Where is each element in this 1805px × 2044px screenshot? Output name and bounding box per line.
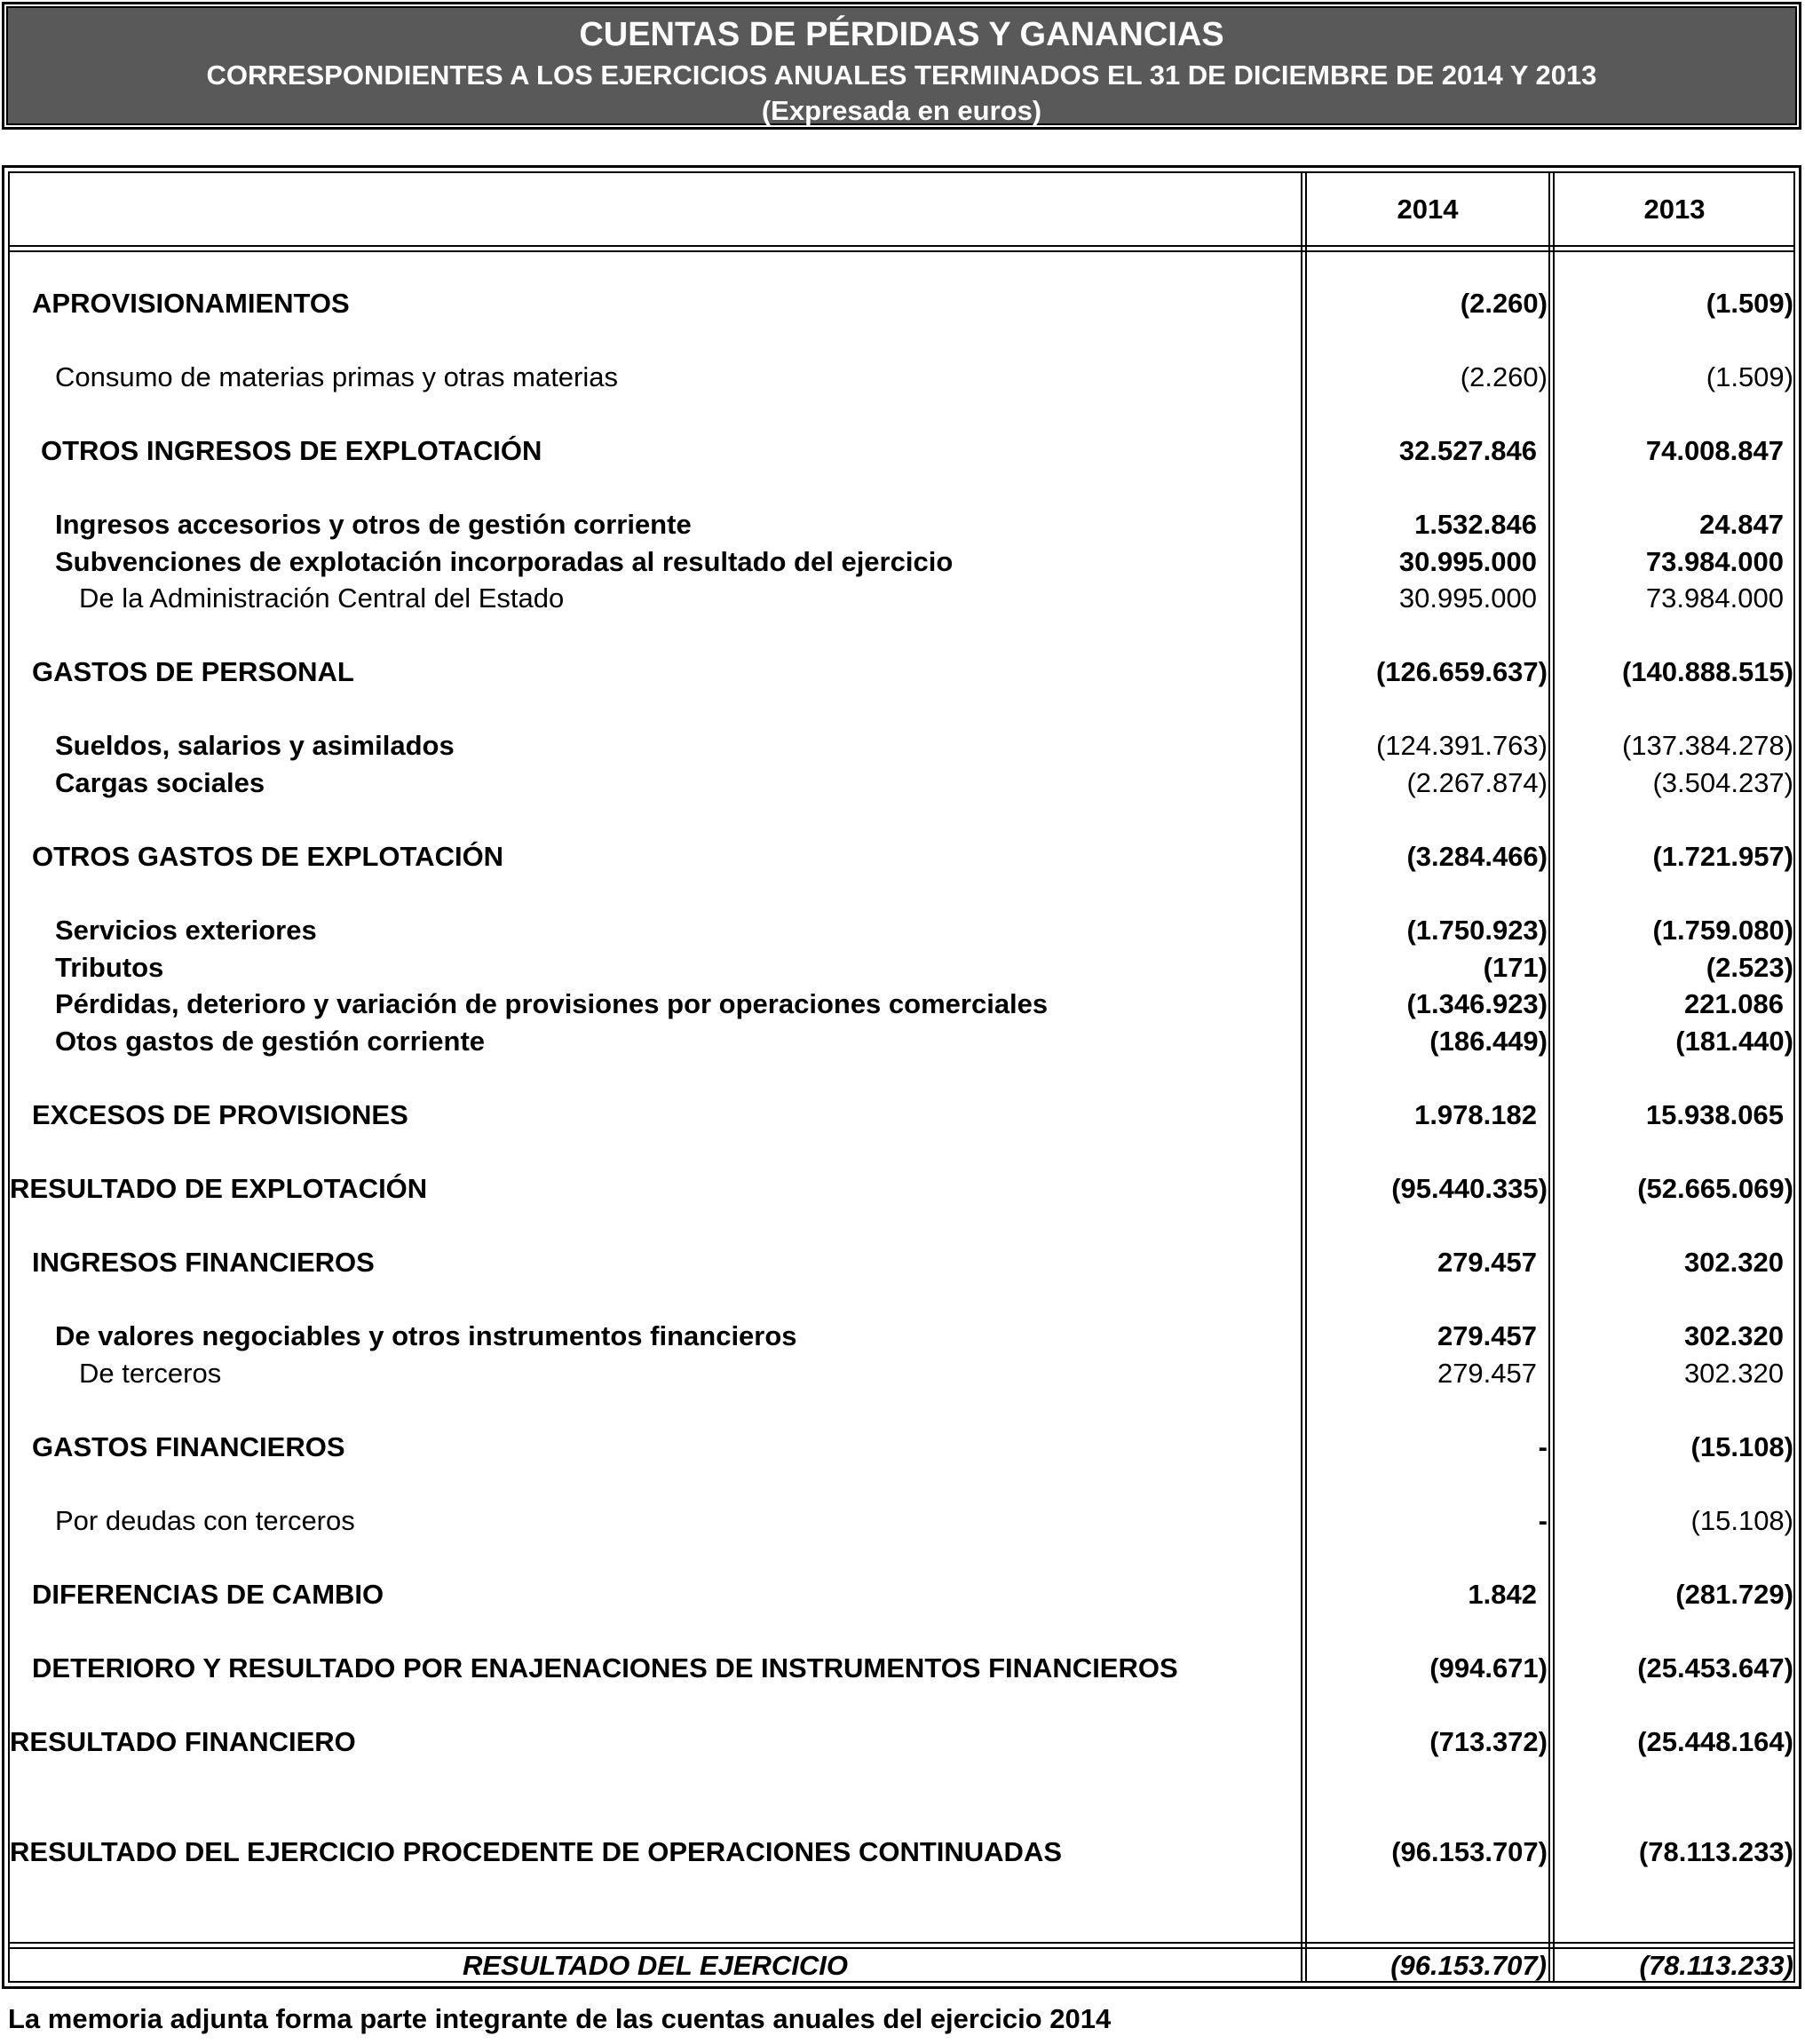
value-2013: (1.509)	[1706, 361, 1793, 392]
table-row	[0, 581, 1805, 616]
total-label: RESULTADO DEL EJERCICIO	[462, 1950, 849, 1981]
total-row-rule	[8, 1942, 1795, 1944]
table-row	[0, 1651, 1805, 1686]
value-2014: (1.750.923)	[1406, 915, 1548, 946]
value-2013: (15.108)	[1690, 1505, 1793, 1536]
value-2014: (994.671)	[1429, 1652, 1548, 1684]
row-label: RESULTADO FINANCIERO	[10, 1726, 356, 1757]
value-2013: 221.086	[1683, 988, 1784, 1019]
row-label: Por deudas con terceros	[55, 1505, 355, 1536]
row-label: DETERIORO Y RESULTADO POR ENAJENACIONES DE INSTRUMENTOS FINANCIEROS	[32, 1652, 1178, 1684]
table-row	[0, 1245, 1805, 1280]
value-2014: (3.284.466)	[1406, 841, 1548, 872]
row-label: APROVISIONAMIENTOS	[32, 288, 350, 319]
row-label: Subvenciones de explotación incorporadas al resultado del ejercicio	[55, 546, 954, 577]
value-2013: 15.938.065	[1645, 1099, 1784, 1130]
row-label: Cargas sociales	[55, 767, 265, 798]
table-row	[0, 360, 1805, 395]
table-row	[0, 433, 1805, 469]
value-2014: (1.346.923)	[1406, 988, 1548, 1019]
row-label: De terceros	[79, 1358, 222, 1389]
value-2013: (3.504.237)	[1652, 767, 1793, 798]
report-subtitle: CORRESPONDIENTES A LOS EJERCICIOS ANUALES TERMINADOS EL 31 DE DICIEMBRE DE 2014 Y 2013	[206, 59, 1597, 91]
table-row	[0, 507, 1805, 543]
value-2014: (126.659.637)	[1375, 656, 1548, 687]
report-unit: (Expresada en euros)	[761, 95, 1042, 126]
value-2013: 24.847	[1699, 509, 1784, 540]
value-2014: -	[1538, 1505, 1548, 1536]
header-row-rule-inner	[8, 250, 1795, 252]
table-row	[0, 765, 1805, 801]
row-label: Ingresos accesorios y otros de gestión corriente	[55, 509, 692, 540]
value-2013: (1.759.080)	[1652, 915, 1793, 946]
total-value-2014: (96.153.707)	[1390, 1950, 1547, 1981]
table-row	[0, 950, 1805, 986]
value-2014: 30.995.000	[1398, 546, 1537, 577]
row-label: DIFERENCIAS DE CAMBIO	[32, 1579, 384, 1610]
row-label: GASTOS DE PERSONAL	[32, 656, 354, 687]
table-row	[0, 1097, 1805, 1133]
value-2014: (2.260)	[1460, 288, 1548, 319]
table-row	[0, 1577, 1805, 1612]
row-label: Otos gastos de gestión corriente	[55, 1026, 486, 1057]
value-2013: 73.984.000	[1645, 546, 1784, 577]
value-2014: (124.391.763)	[1375, 730, 1548, 761]
row-label: De la Administración Central del Estado	[79, 582, 565, 614]
value-2014: 1.532.846	[1414, 509, 1537, 540]
value-2013: 302.320	[1683, 1358, 1784, 1389]
row-label: Tributos	[55, 952, 164, 983]
table-row	[0, 1319, 1805, 1354]
value-2013: 74.008.847	[1645, 435, 1784, 466]
table-row	[0, 728, 1805, 764]
value-2013: (1.721.957)	[1652, 841, 1793, 872]
row-label: Pérdidas, deterioro y variación de provisiones por operaciones comerciales	[55, 988, 1049, 1019]
value-2013: 73.984.000	[1645, 582, 1784, 614]
row-label: GASTOS FINANCIEROS	[32, 1431, 345, 1462]
value-2013: (181.440)	[1675, 1026, 1793, 1057]
value-2014: (2.260)	[1460, 361, 1548, 392]
value-2013: 302.320	[1683, 1320, 1784, 1351]
table-row	[0, 1356, 1805, 1391]
value-2013: (140.888.515)	[1621, 656, 1793, 687]
table-row	[0, 839, 1805, 875]
row-label: INGRESOS FINANCIEROS	[32, 1247, 375, 1278]
value-2014: 279.457	[1437, 1320, 1537, 1351]
row-label: OTROS GASTOS DE EXPLOTACIÓN	[32, 841, 504, 872]
value-2013: (281.729)	[1675, 1579, 1793, 1610]
value-2014: (171)	[1483, 952, 1548, 983]
table-row	[0, 1430, 1805, 1465]
row-label: EXCESOS DE PROVISIONES	[32, 1099, 408, 1130]
value-2014: 1.842	[1468, 1579, 1537, 1610]
value-2014: 279.457	[1437, 1358, 1537, 1389]
value-2014: 32.527.846	[1398, 435, 1537, 466]
table-row	[0, 1834, 1805, 1870]
value-2014: (713.372)	[1429, 1726, 1548, 1757]
value-2013: (2.523)	[1706, 952, 1793, 983]
table-row	[0, 1024, 1805, 1059]
value-2014: 279.457	[1437, 1247, 1537, 1278]
value-2013: (78.113.233)	[1638, 1836, 1793, 1867]
table-row	[0, 986, 1805, 1022]
value-2014: 30.995.000	[1398, 582, 1537, 614]
row-label: Consumo de materias primas y otras materias	[55, 361, 619, 392]
table-row	[0, 913, 1805, 948]
value-2014: 1.978.182	[1414, 1099, 1537, 1130]
value-2013: (25.448.164)	[1637, 1726, 1793, 1757]
report-header	[6, 6, 1797, 125]
row-label: Servicios exteriores	[55, 915, 317, 946]
row-label: RESULTADO DE EXPLOTACIÓN	[10, 1173, 428, 1204]
value-2013: (1.509)	[1706, 288, 1793, 319]
table-row	[0, 1171, 1805, 1207]
value-2014: -	[1538, 1431, 1548, 1462]
table-row	[0, 1724, 1805, 1760]
value-2014: (2.267.874)	[1406, 767, 1548, 798]
table-row	[0, 286, 1805, 321]
value-2014: (96.153.707)	[1391, 1836, 1548, 1867]
column-header-2014: 2014	[1397, 194, 1459, 225]
total-value-2013: (78.113.233)	[1639, 1950, 1793, 1981]
report-title: CUENTAS DE PÉRDIDAS Y GANANCIAS	[579, 16, 1224, 53]
value-2013: (137.384.278)	[1621, 730, 1793, 761]
value-2013: (15.108)	[1690, 1431, 1793, 1462]
table-row	[0, 544, 1805, 580]
table-row	[0, 1503, 1805, 1539]
value-2013: (25.453.647)	[1637, 1652, 1793, 1684]
value-2014: (95.440.335)	[1391, 1173, 1548, 1204]
table-row	[0, 654, 1805, 690]
row-label: De valores negociables y otros instrumentos financieros	[55, 1320, 797, 1351]
value-2013: 302.320	[1683, 1247, 1784, 1278]
column-header-2013: 2013	[1643, 194, 1706, 225]
value-2013: (52.665.069)	[1637, 1173, 1793, 1204]
row-label: Sueldos, salarios y asimilados	[55, 730, 455, 761]
row-label: RESULTADO DEL EJERCICIO PROCEDENTE DE OPERACIONES CONTINUADAS	[10, 1836, 1063, 1867]
row-label: OTROS INGRESOS DE EXPLOTACIÓN	[41, 435, 542, 466]
value-2014: (186.449)	[1429, 1026, 1548, 1057]
footer-note: La memoria adjunta forma parte integrante de las cuentas anuales del ejercicio 2014	[8, 2003, 1112, 2034]
